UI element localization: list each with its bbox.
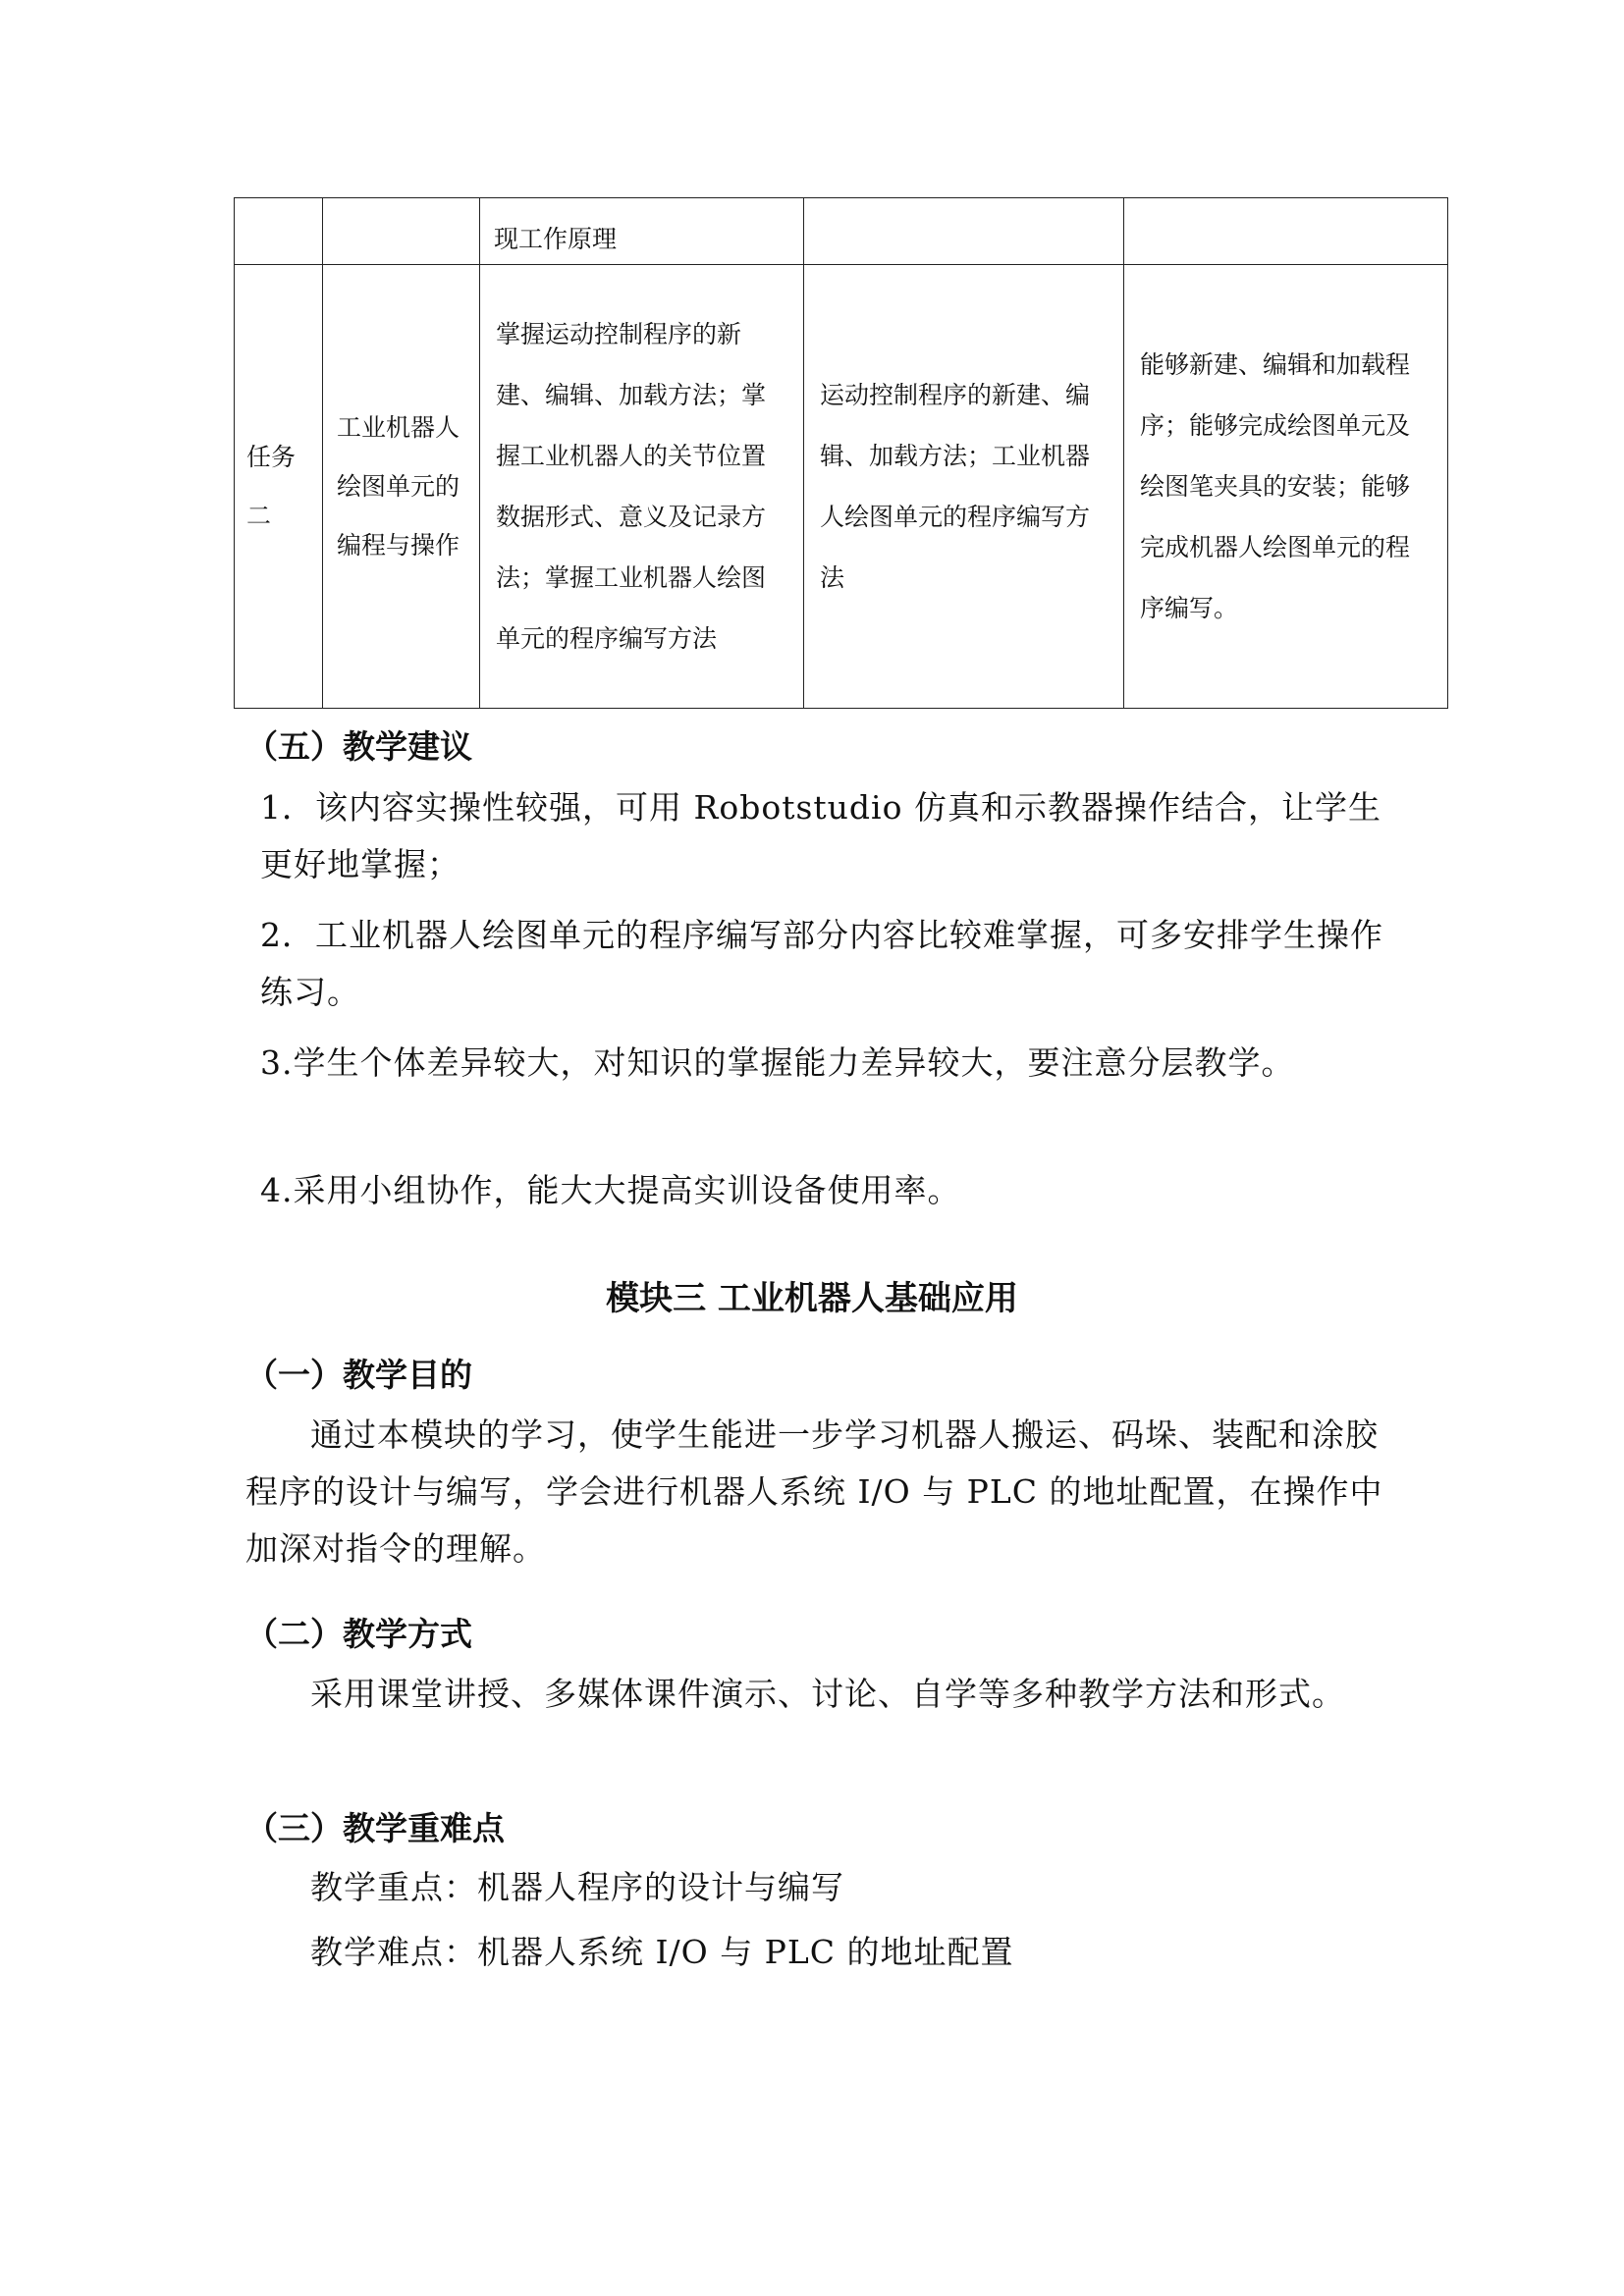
table-cell: 现工作原理 [480, 198, 804, 265]
table-cell-abilities: 能够新建、编辑和加载程序；能够完成绘图单元及绘图笔夹具的安装；能够完成机器人绘图单元的程序编写。 [1124, 265, 1448, 709]
section-heading: （五）教学建议 [245, 727, 472, 766]
paragraph: 教学重点：机器人程序的设计与编写 [310, 1868, 844, 1906]
table-cell [1124, 198, 1448, 265]
table-cell [235, 198, 323, 265]
table-cell-task: 任务二 [235, 265, 323, 709]
table-cell-title: 工业机器人绘图单元的编程与操作 [323, 265, 480, 709]
paragraph: 教学难点：机器人系统 I/O 与 PLC 的地址配置 [310, 1933, 1014, 1971]
list-item: 1．该内容实操性较强，可用 Robotstudio 仿真和示教器操作结合，让学生更好地掌握； [260, 788, 1381, 883]
table-cell-keypoints: 运动控制程序的新建、编辑、加载方法；工业机器人绘图单元的程序编写方法 [804, 265, 1124, 709]
list-item: 2．工业机器人绘图单元的程序编写部分内容比较难掌握，可多安排学生操作练习。 [260, 916, 1383, 1011]
section-heading: （一）教学目的 [245, 1356, 472, 1394]
section-heading: （二）教学方式 [245, 1615, 472, 1653]
table-row [235, 198, 1448, 265]
list-item: 4.采用小组协作，能大大提高实训设备使用率。 [260, 1171, 961, 1209]
table-row [235, 265, 1448, 709]
module-title: 模块三 工业机器人基础应用 [606, 1279, 1018, 1318]
table-cell [323, 198, 480, 265]
paragraph: 采用课堂讲授、多媒体课件演示、讨论、自学等多种教学方法和形式。 [310, 1675, 1345, 1713]
section-heading: （三）教学重难点 [245, 1809, 505, 1847]
list-item: 3.学生个体差异较大，对知识的掌握能力差异较大，要注意分层教学。 [260, 1043, 1295, 1082]
table-cell-objectives: 掌握运动控制程序的新建、编辑、加载方法；掌握工业机器人的关节位置数据形式、意义及记录方法；掌握工业机器人绘图单元的程序编写方法 [480, 265, 804, 709]
table-cell [804, 198, 1124, 265]
curriculum-table [234, 197, 1448, 709]
paragraph: 通过本模块的学习，使学生能进一步学习机器人搬运、码垛、装配和涂胶程序的设计与编写，学会进行机器人系统 I/O 与 PLC 的地址配置，在操作中加深对指令的理解。 [245, 1415, 1383, 1568]
